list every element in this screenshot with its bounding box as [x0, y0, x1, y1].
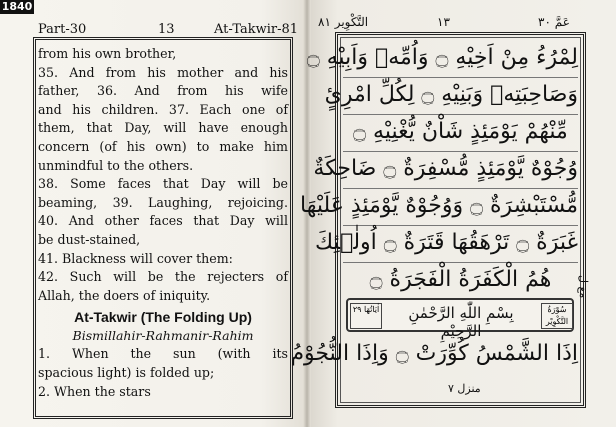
text-line: and his children. 37. Each one of — [38, 101, 288, 117]
text-line: spacious light) is folded up; — [38, 364, 215, 380]
text-line: them, that Day, will have enough — [38, 120, 288, 136]
arabic-line: اِذَا الشَّمْسُ كُوِّرَتْ ۝ وَاِذَا النُّجُوْمُ — [290, 341, 578, 366]
translation-text — [38, 45, 288, 401]
arabic-line: وَصَاحِبَتِهٖ وَبَنِيْهِ ۝ لِكُلِّ امْرِئٍ — [324, 82, 578, 107]
ayat-count-box: اٰيَاتُهَا ٢٩ — [350, 303, 382, 329]
text-line: Allah, the doers of iniquity. — [38, 287, 211, 303]
arabic-line: هُمُ الْكَفَرَةُ الْفَجَرَةُ ۝ — [369, 267, 552, 292]
arabic-line: مِّنْهُمْ يَوْمَئِذٍ شَاْنٌ يُّغْنِيْهِ ۝ — [353, 119, 568, 144]
arabic-line: وُجُوْهٌ يَّوْمَئِذٍ مُّسْفِرَةٌ ۝ ضَاحِكَةٌ — [313, 156, 578, 181]
margin-note: مع ل — [577, 275, 590, 299]
left-header-page-number: 13 — [158, 22, 175, 37]
arabic-line: لِمْرُءُ مِنْ اَخِيْهِ ۝ وَاُمِّهٖ وَاَبِيْهِ ۝ — [306, 45, 578, 70]
text-line: 35. And from his mother and his — [38, 64, 288, 80]
left-header-surah: At-Takwir-81 — [214, 22, 299, 37]
text-line: be dust-stained, — [38, 231, 141, 247]
text-line: father, 36. And from his wife — [38, 83, 288, 99]
right-header-page-number: ١٣ — [437, 15, 450, 29]
right-header-surah: التَّكْوِير ٨١ — [318, 15, 369, 29]
text-line: 1. When the sun (with its — [38, 346, 288, 362]
line-rule — [343, 151, 578, 152]
bismillah-transliteration: Bismillahir-Rahmanir-Rahim — [72, 328, 254, 344]
page-id-badge: 1840 — [1, 0, 33, 13]
text-line: 38. Some faces that Day will be — [38, 176, 288, 192]
surah-heading: At-Takwir (The Folding Up) — [74, 309, 252, 326]
left-header-part: Part-30 — [38, 22, 87, 37]
text-line: 40. And other faces that Day will — [38, 213, 288, 229]
arabic-bismillah: بِسْمِ اللّٰهِ الرَّحْمٰنِ الرَّحِيْمِ — [408, 304, 514, 340]
line-rule — [343, 188, 578, 189]
surah-name-box: سُوْرَةُ التَّكْوِيْر — [541, 303, 573, 329]
arabic-line: غَبَرَةٌ ۝ تَرْهَقُهَا قَتَرَةٌ ۝ اُولٰۤئِكَ — [314, 230, 578, 255]
text-line: from his own brother, — [38, 46, 177, 61]
line-rule — [343, 114, 578, 115]
line-rule — [343, 262, 578, 263]
text-line: 2. When the stars — [38, 383, 151, 399]
manzil-footer: منزل ٧ — [448, 382, 481, 395]
text-line: concern (of his own) to make him — [38, 138, 288, 154]
line-rule — [343, 77, 578, 78]
line-rule — [343, 225, 578, 226]
text-line: unmindful to the others. — [38, 157, 194, 173]
arabic-line: مُّسْتَبْشِرَةٌ ۝ وَوُجُوْهٌ يَّوْمَئِذٍ عَلَيْهَا — [300, 193, 578, 218]
text-line: 41. Blackness will cover them: — [38, 250, 233, 266]
right-header-para: عَمَّ ٣٠ — [538, 15, 570, 29]
text-line: beaming, 39. Laughing, rejoicing. — [38, 194, 288, 210]
text-line: 42. Such will be the rejecters of — [38, 269, 288, 285]
